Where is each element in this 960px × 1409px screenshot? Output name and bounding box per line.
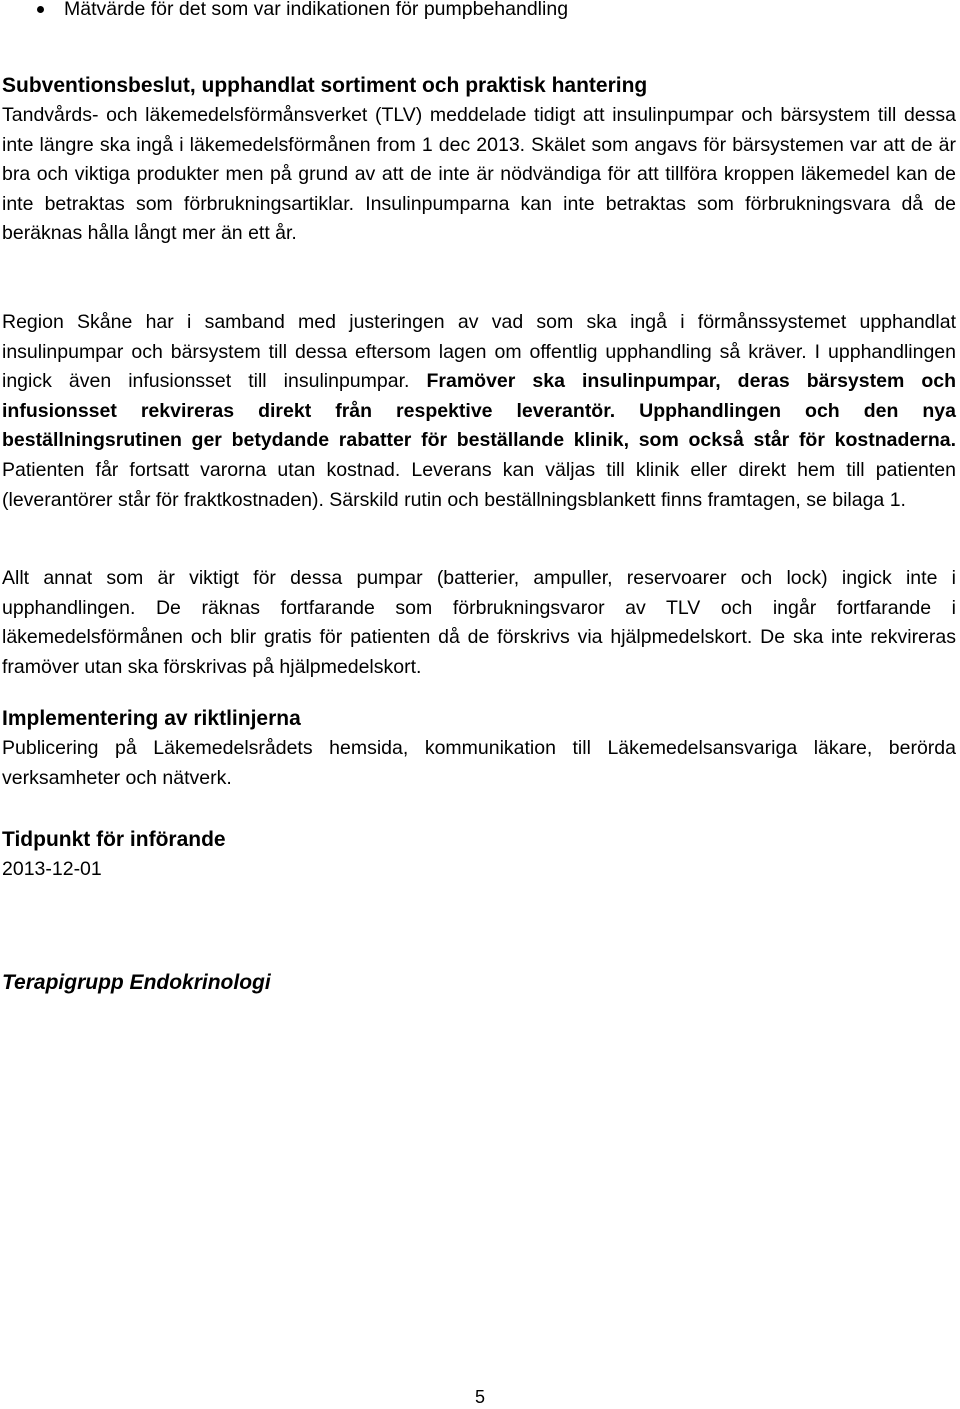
region-text-2: Patienten får fortsatt varorna utan kostnad. Leverans kan väljas till klinik eller direkt hem till patienten (leverantörer står för fraktkostnaden). Särskild rutin och beställningsblankett finns framtagen, se bilaga 1. [2, 458, 956, 511]
introduction-date-section [2, 825, 956, 885]
bullet-list-item [2, 0, 956, 20]
subvention-paragraph: Tandvårds- och läkemedelsförmånsverket (TLV) meddelade tidigt att insulinpumpar och bärsystem till dessa inte längre ska ingå i läkemedelsförmånen from 1 dec 2013. Skälet som angavs för bärsystemen var att de är bra och viktiga produkter men på grund av att de inte är nödvändiga för att tillföra kroppen läkemedel kan de inte betraktas som förbrukningsartiklar. Insulinpumparna kan inte betraktas som förbrukningsvara då de beräknas hålla långt mer än ett år. [2, 104, 956, 245]
subvention-section [2, 71, 956, 249]
accessories-section [2, 564, 956, 682]
implementation-paragraph: Publicering på Läkemedelsrådets hemsida, kommunikation till Läkemedelsansvariga läkare, berörda verksamheter och nätverk. [2, 737, 956, 789]
accessories-paragraph: Allt annat som är viktigt för dessa pumpar (batterier, ampuller, reservoarer och lock) ingick inte i upphandlingen. De räknas fortfarande som förbrukningsvaror av TLV och ingår fortfarande i läkemedelsförmånen och blir gratis för patienten då de förskrivs via hjälpmedelskort. De ska inte rekvireras framöver utan ska förskrivas på hjälpmedelskort. [2, 567, 956, 678]
bullet-text: Mätvärde för det som var indikationen för pumpbehandling [64, 0, 569, 20]
document-page [2, 0, 957, 994]
subvention-heading: Subventionsbeslut, upphandlat sortiment och praktisk hantering [2, 74, 648, 97]
signature: Terapigrupp Endokrinologi [2, 971, 271, 994]
introduction-date-heading: Tidpunkt för införande [2, 828, 226, 851]
page-number: 5 [474, 1387, 485, 1407]
region-text-1: Region Skåne har i samband med justeringen av vad som ska ingå i förmånssystemet upphandlat insulinpumpar och bärsystem till dessa eftersom lagen om offentlig upphandling så kräver. I upphandlingen ingick även infusionsset till insulinpumpar. [2, 311, 956, 393]
region-bold-text: Framöver ska insulinpumpar, deras bärsystem och infusionsset rekvireras direkt från respektive leverantör. Upphandlingen och den nya beställningsrutinen ger betydande rabatter för beställande klinik, som också står för kostnaderna. [2, 370, 957, 452]
region-paragraph [2, 308, 956, 515]
region-section [2, 308, 956, 515]
bullet-icon [37, 6, 44, 13]
implementation-section [2, 704, 956, 793]
introduction-date-value: 2013-12-01 [2, 858, 102, 880]
implementation-heading: Implementering av riktlinjerna [2, 707, 301, 730]
